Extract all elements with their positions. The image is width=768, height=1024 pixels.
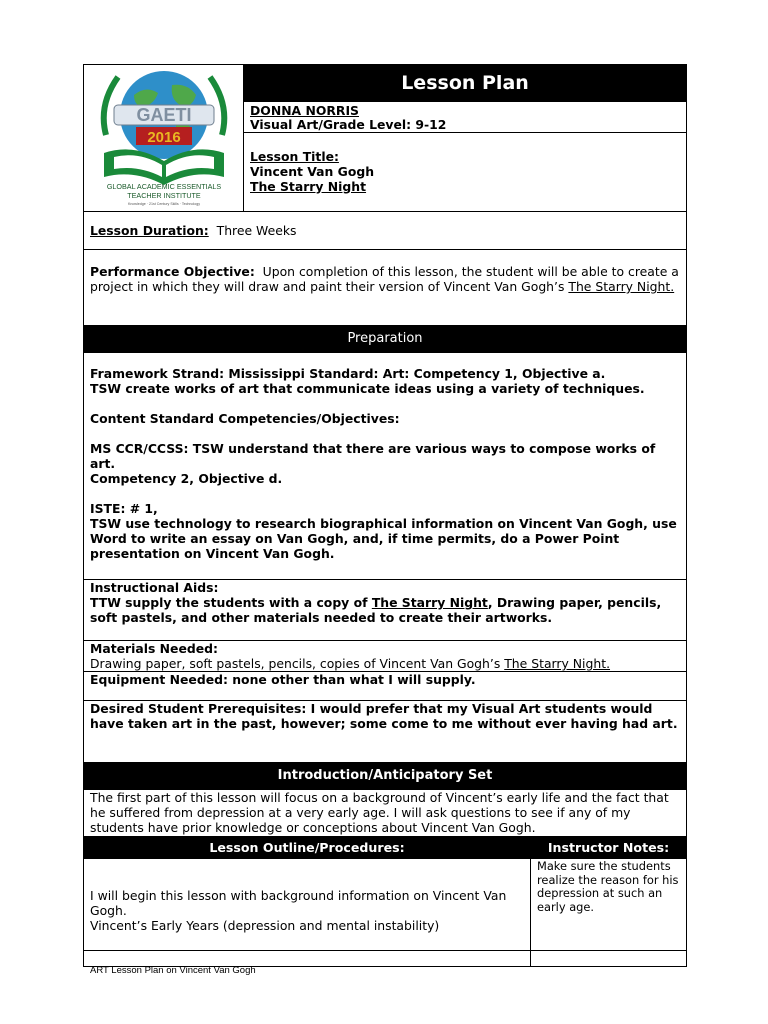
student-prerequisites: Desired Student Prerequisites: I would prefer that my Visual Art students would have taken art in the past, however; some come to me without ever having had art. bbox=[84, 701, 687, 763]
svg-text:Knowledge · 21st Century Skill: Knowledge · 21st Century Skills · Technology bbox=[127, 202, 201, 206]
notes-empty-row bbox=[531, 951, 687, 967]
materials-needed bbox=[84, 641, 687, 672]
instructor-note: Make sure the students realize the reason for his depression at such an early age. bbox=[531, 859, 687, 951]
svg-text:GLOBAL ACADEMIC ESSENTIALS: GLOBAL ACADEMIC ESSENTIALS bbox=[106, 182, 222, 191]
teacher-info bbox=[244, 102, 687, 133]
iste-line1: ISTE: # 1, bbox=[90, 501, 158, 516]
lesson-title-block bbox=[244, 133, 687, 212]
aids-text-before: TTW supply the students with a copy of bbox=[90, 595, 368, 610]
instructional-aids bbox=[84, 580, 687, 641]
ccr-line1: MS CCR/CCSS: TSW understand that there are various ways to compose works of art. bbox=[90, 441, 656, 471]
aids-label: Instructional Aids: bbox=[90, 580, 219, 595]
introduction-heading: Introduction/Anticipatory Set bbox=[84, 763, 687, 790]
notes-heading: Instructor Notes: bbox=[531, 837, 687, 859]
materials-work: The Starry Night. bbox=[504, 656, 611, 671]
document-title: Lesson Plan bbox=[244, 65, 687, 102]
lesson-duration bbox=[84, 212, 687, 250]
preparation-body bbox=[84, 353, 687, 580]
aids-work: The Starry Night bbox=[371, 595, 488, 610]
ccr-line2: Competency 2, Objective d. bbox=[90, 471, 283, 486]
outline-heading: Lesson Outline/Procedures: bbox=[84, 837, 531, 859]
lesson-plan-table bbox=[83, 64, 687, 967]
subject-grade: Visual Art/Grade Level: 9-12 bbox=[250, 117, 447, 132]
duration-value: Three Weeks bbox=[216, 223, 297, 238]
materials-label: Materials Needed: bbox=[90, 641, 218, 656]
outline-line2: Vincent’s Early Years (depression and mental instability) bbox=[90, 918, 440, 933]
page-footer: ART Lesson Plan on Vincent Van Gogh bbox=[90, 965, 256, 976]
content-heading: Content Standard Competencies/Objectives: bbox=[90, 411, 400, 426]
lesson-title-line2: The Starry Night bbox=[250, 179, 367, 194]
svg-text:2016: 2016 bbox=[147, 129, 181, 146]
iste-line2: TSW use technology to research biographical information on Vincent Van Gogh, use Word to write an essay on Van Gogh, and, if time permits, do a Power Point presentation on Vincent Van Gogh. bbox=[90, 516, 677, 561]
aids-text-after: , Drawing paper, pencils, soft pastels, and other materials needed to create their artworks. bbox=[90, 595, 662, 625]
gaeti-logo bbox=[84, 65, 242, 207]
outline-body bbox=[84, 859, 531, 951]
performance-objective bbox=[84, 250, 687, 326]
teacher-name: DONNA NORRIS bbox=[250, 103, 359, 118]
objective-work: The Starry Night. bbox=[568, 279, 675, 294]
logo-cell bbox=[84, 65, 244, 212]
outline-line1: I will begin this lesson with background information on Vincent Van Gogh. bbox=[90, 888, 507, 918]
svg-text:TEACHER INSTITUTE: TEACHER INSTITUTE bbox=[127, 191, 201, 200]
materials-text: Drawing paper, soft pastels, pencils, copies of Vincent Van Gogh’s bbox=[90, 656, 501, 671]
lesson-title-line1: Vincent Van Gogh bbox=[250, 164, 375, 179]
objective-text: Upon completion of this lesson, the student will be able to create a project in which they will draw and paint their version of Vincent Van Gogh’s bbox=[90, 264, 679, 294]
lesson-plan-document bbox=[83, 64, 686, 967]
introduction-text: The first part of this lesson will focus on a background of Vincent’s early life and the fact that he suffered from depression at a very early age. I will ask questions to see if any of my students have prior knowledge or conceptions about Vincent Van Gogh. bbox=[84, 790, 687, 837]
preparation-heading: Preparation bbox=[84, 326, 687, 353]
objective-label: Performance Objective: bbox=[90, 264, 255, 279]
framework-line1: Framework Strand: Mississippi Standard: Art: Competency 1, Objective a. bbox=[90, 366, 606, 381]
equipment-needed: Equipment Needed: none other than what I will supply. bbox=[84, 672, 687, 701]
framework-line2: TSW create works of art that communicate ideas using a variety of techniques. bbox=[90, 381, 645, 396]
lesson-title-label: Lesson Title: bbox=[250, 149, 339, 164]
svg-text:GAETI: GAETI bbox=[136, 105, 192, 125]
duration-label: Lesson Duration: bbox=[90, 223, 209, 238]
